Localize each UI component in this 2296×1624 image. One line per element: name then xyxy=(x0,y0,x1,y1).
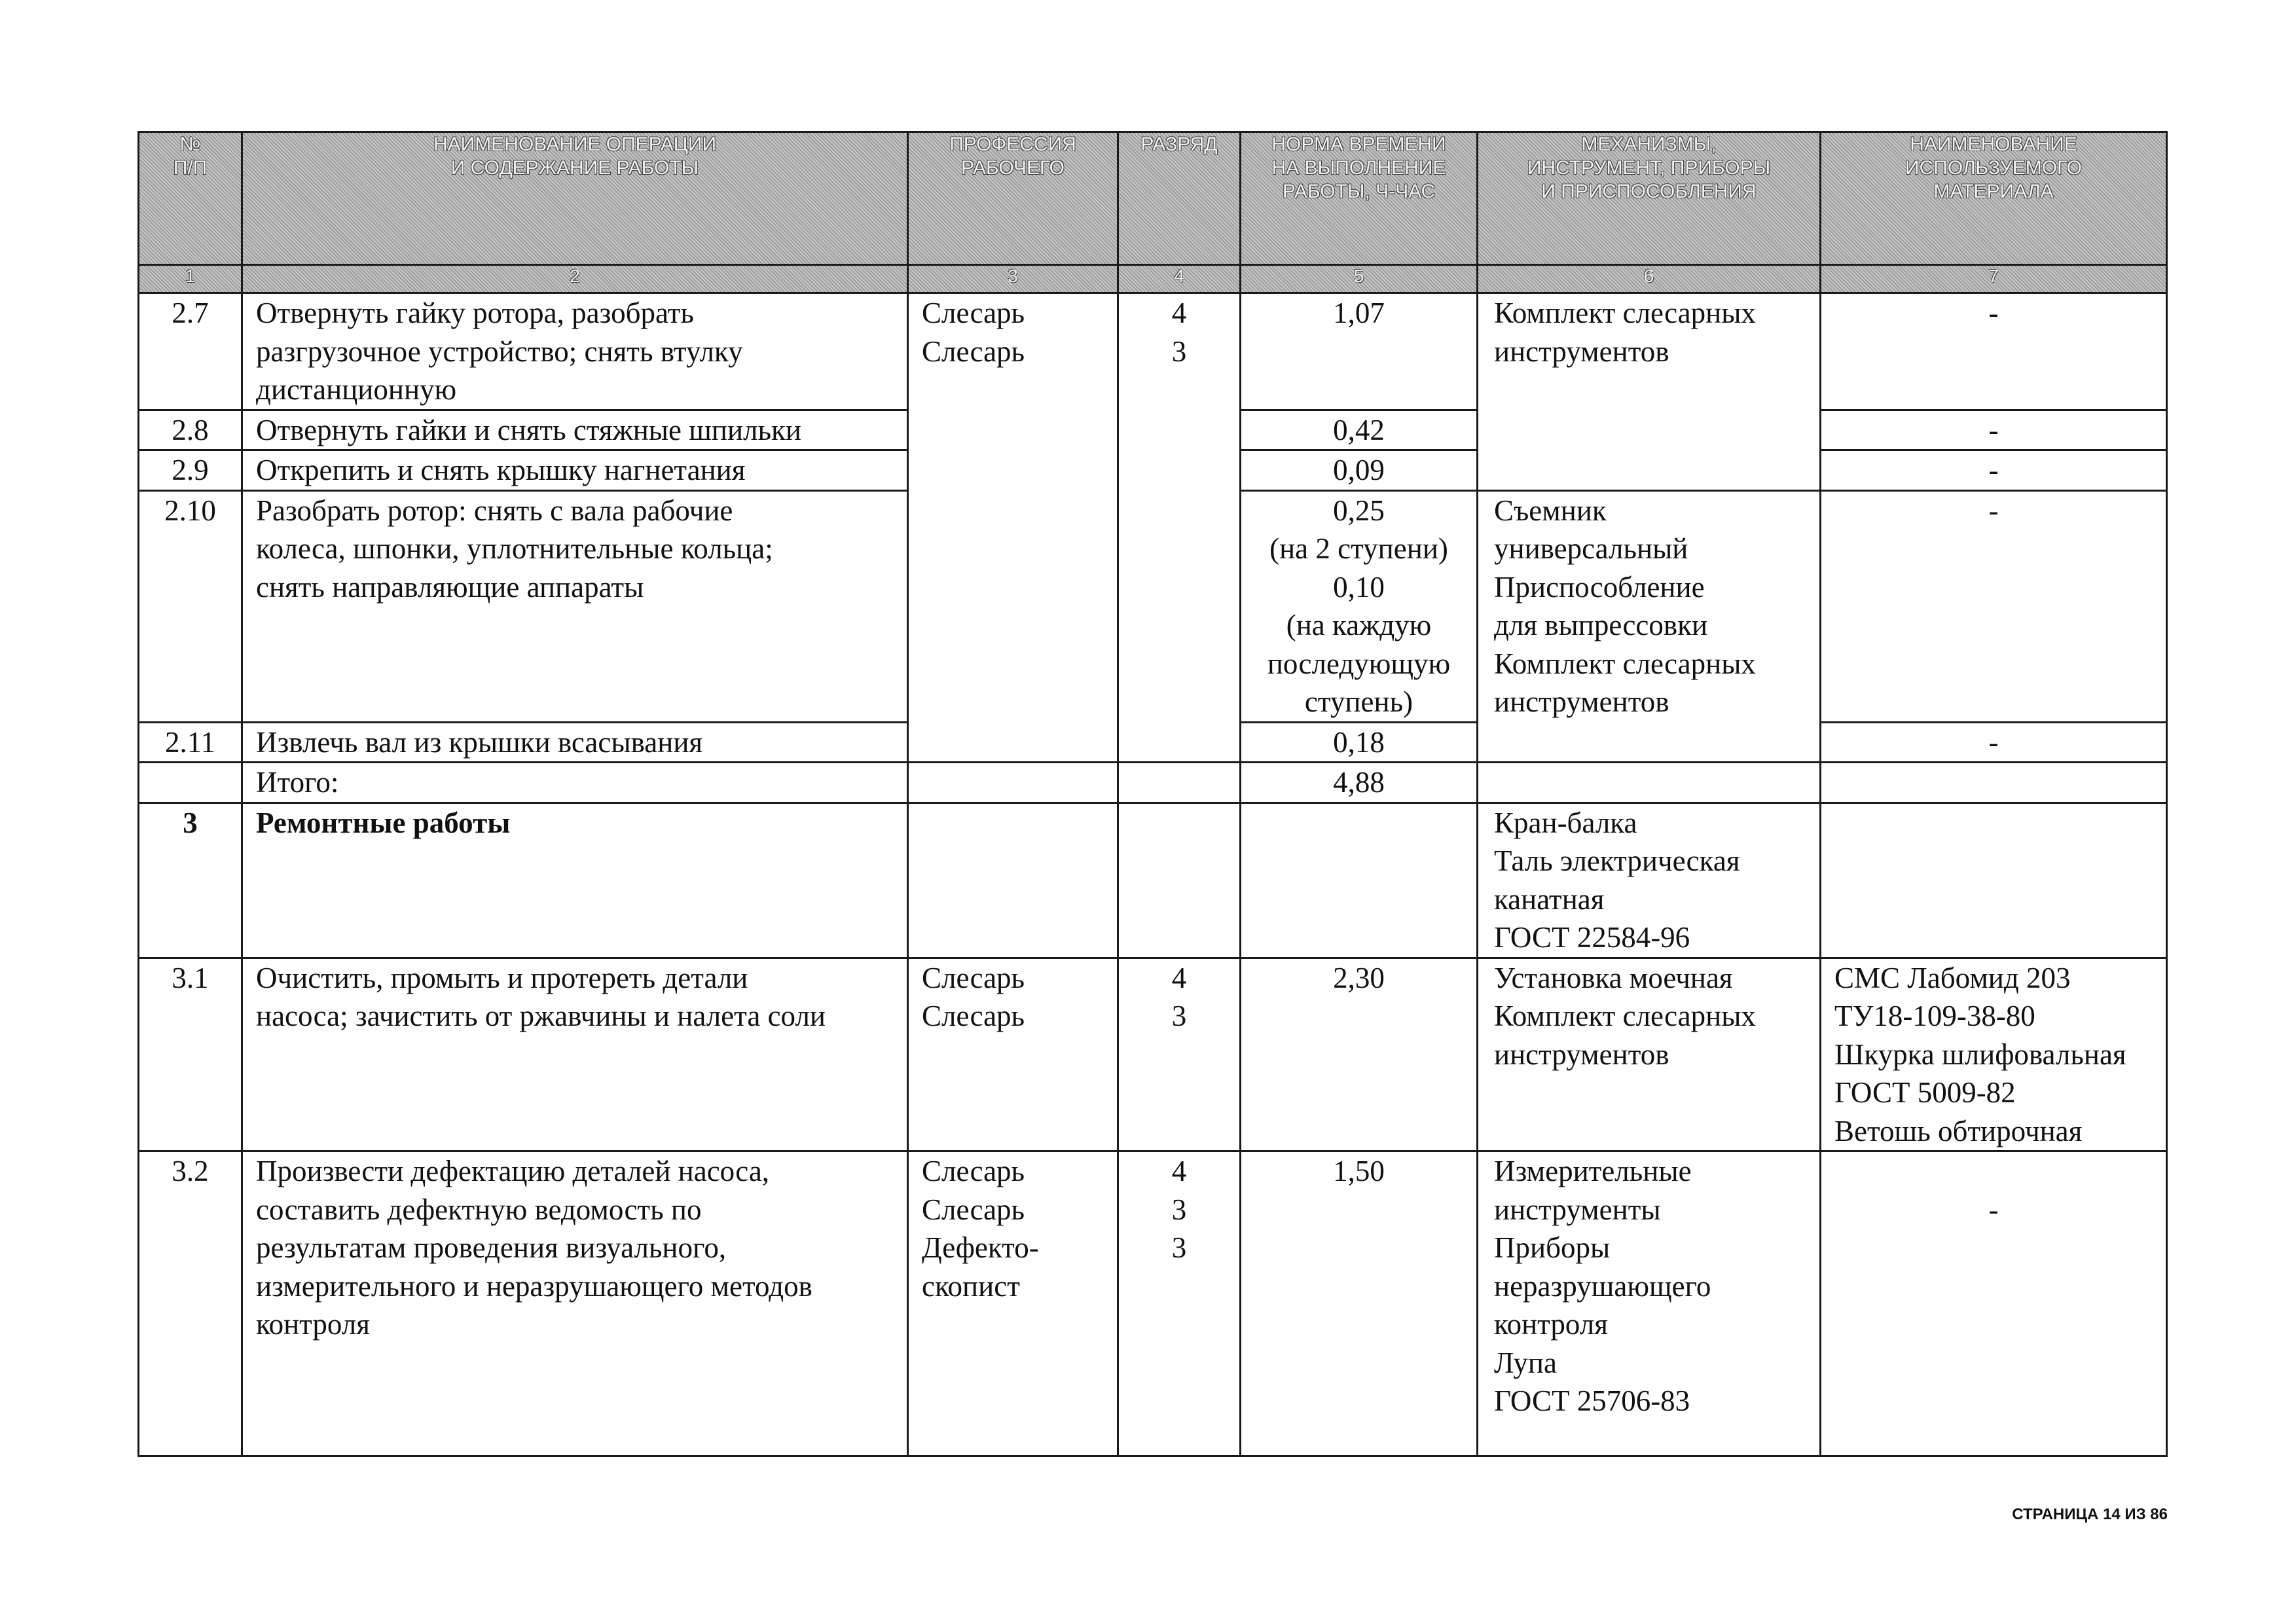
cell-line: измерительного и неразрушающего методов xyxy=(256,1269,812,1303)
material-cell xyxy=(1821,410,2167,450)
cell-line: универсальный xyxy=(1494,532,1688,565)
cell-line: И ПРИСПОСОБЛЕНИЯ xyxy=(1541,181,1757,202)
cell-line: Итого: xyxy=(256,766,339,799)
material-cell xyxy=(1821,722,2167,763)
row-number: 2.9 xyxy=(139,450,242,491)
table-row xyxy=(139,293,2167,410)
cell-line: - xyxy=(1988,297,1999,329)
column-number: 6 xyxy=(1478,265,1821,293)
table-row xyxy=(139,1151,2167,1456)
cell-line: Слесарь xyxy=(922,1193,1025,1226)
cell-line: 0,10 xyxy=(1333,570,1385,604)
cell-line: результатам проведения визуального, xyxy=(256,1231,727,1264)
cell-line: 2,30 xyxy=(1333,961,1385,994)
header-col-grade xyxy=(1118,132,1241,265)
section-title xyxy=(242,803,908,958)
cell-line: Открепить и снять крышку нагнетания xyxy=(256,454,746,486)
cell-line: Дефекто- xyxy=(922,1231,1039,1264)
row-number: 2.11 xyxy=(139,722,242,763)
column-number: 5 xyxy=(1241,265,1478,293)
cell-line: МАТЕРИАЛА xyxy=(1933,181,2054,202)
cell-line: канатная xyxy=(1494,882,1605,916)
cell-line: Слесарь xyxy=(922,334,1025,368)
column-number-row xyxy=(139,265,2167,293)
cell-line: Отвернуть гайки и снять стяжные шпильки xyxy=(256,413,801,446)
tools-cell xyxy=(1478,293,1821,491)
operation-text xyxy=(242,293,908,410)
header-col-operation xyxy=(242,132,908,265)
cell-line: - xyxy=(1988,454,1999,486)
operation-text xyxy=(242,958,908,1151)
tools-cell xyxy=(1478,1151,1821,1456)
operation-text xyxy=(242,410,908,450)
column-number: 7 xyxy=(1821,265,2167,293)
cell-line: инструменты xyxy=(1494,1193,1661,1226)
cell-line: контроля xyxy=(256,1308,370,1341)
cell-line: 0,42 xyxy=(1333,413,1385,446)
cell-line: Произвести дефектацию деталей насоса, xyxy=(256,1155,770,1187)
cell-line: Слесарь xyxy=(922,297,1025,329)
cell-line: МЕХАНИЗМЫ, xyxy=(1581,134,1717,155)
tools-cell xyxy=(1478,490,1821,763)
cell-line: Извлечь вал из крышки всасывания xyxy=(256,725,703,759)
cell-line: 4 xyxy=(1171,961,1187,994)
row-number: 3.2 xyxy=(139,1151,242,1456)
grade-cell xyxy=(1118,1151,1241,1456)
cell-line: инструментов xyxy=(1494,685,1669,718)
cell-line: Измерительные xyxy=(1494,1155,1692,1187)
cell-line: НАИМЕНОВАНИЕ xyxy=(1910,134,2077,155)
cell-line: ступень) xyxy=(1304,685,1413,718)
profession-cell xyxy=(908,293,1118,763)
tools-cell xyxy=(1478,958,1821,1151)
cell-line: снять направляющие аппараты xyxy=(256,570,644,604)
cell-line: инструментов xyxy=(1494,334,1669,368)
time-norm-cell xyxy=(1241,293,1478,410)
cell-line: РАБОТЫ, Ч-ЧАС xyxy=(1282,181,1436,202)
cell-line: Слесарь xyxy=(922,961,1025,994)
row-number: 2.8 xyxy=(139,410,242,450)
cell-line: Ремонтные работы xyxy=(256,806,511,839)
column-number: 3 xyxy=(908,265,1118,293)
cell-line: Ветошь обтирочная xyxy=(1834,1114,2083,1147)
cell-line: 4 xyxy=(1171,297,1187,329)
cell-line: 1,50 xyxy=(1333,1155,1385,1187)
row-number: 2.7 xyxy=(139,293,242,410)
operation-text xyxy=(242,450,908,491)
cell-line: неразрушающего xyxy=(1494,1269,1711,1303)
cell-line: 1,07 xyxy=(1333,297,1385,329)
header-col-profession xyxy=(908,132,1118,265)
cell-line: Отвернуть гайку ротора, разобрать xyxy=(256,297,694,329)
table-header-row xyxy=(139,132,2167,265)
material-cell xyxy=(1821,803,2167,958)
header-col-num xyxy=(139,132,242,265)
header-col-material xyxy=(1821,132,2167,265)
cell-line: для выпрессовки xyxy=(1494,609,1708,641)
profession-cell xyxy=(908,1151,1118,1456)
cell-line: контроля xyxy=(1494,1308,1608,1341)
cell-line: насоса; зачистить от ржавчины и налета соли xyxy=(256,1000,826,1032)
cell-line: Таль электрическая xyxy=(1494,844,1740,877)
cell-line: (на каждую xyxy=(1286,609,1432,641)
operation-text xyxy=(242,1151,908,1456)
time-norm-cell xyxy=(1241,958,1478,1151)
cell-line: ГОСТ 5009-82 xyxy=(1834,1076,2016,1109)
cell-line: Кран-балка xyxy=(1494,806,1637,839)
operation-text xyxy=(242,490,908,722)
cell-line: - xyxy=(1988,413,1999,446)
time-norm-cell xyxy=(1241,722,1478,763)
grade-cell xyxy=(1118,763,1241,803)
cell-line: - xyxy=(1988,1193,1999,1226)
column-number: 1 xyxy=(139,265,242,293)
material-cell xyxy=(1821,763,2167,803)
tools-cell xyxy=(1478,803,1821,958)
total-label xyxy=(242,763,908,803)
profession-cell xyxy=(908,763,1118,803)
cell-line: Шкурка шлифовальная xyxy=(1834,1038,2126,1071)
row-number xyxy=(139,763,242,803)
header-col-time-norm xyxy=(1241,132,1478,265)
cell-line: НА ВЫПОЛНЕНИЕ xyxy=(1271,157,1446,179)
cell-line: РАБОЧЕГО xyxy=(961,157,1065,179)
operation-text xyxy=(242,722,908,763)
row-number: 3.1 xyxy=(139,958,242,1151)
material-cell xyxy=(1821,293,2167,410)
column-number: 4 xyxy=(1118,265,1241,293)
cell-line: 0,25 xyxy=(1333,494,1385,527)
cell-line: колеса, шпонки, уплотнительные кольца; xyxy=(256,532,773,565)
time-norm-cell xyxy=(1241,1151,1478,1456)
cell-line: Комплект слесарных xyxy=(1494,297,1756,329)
time-norm-cell xyxy=(1241,410,1478,450)
material-cell xyxy=(1821,490,2167,722)
cell-line: 3 xyxy=(1171,334,1187,368)
cell-line: НОРМА ВРЕМЕНИ xyxy=(1271,134,1446,155)
grade-cell xyxy=(1118,803,1241,958)
cell-line: 3 xyxy=(1171,1000,1187,1032)
cell-line: ГОСТ 22584-96 xyxy=(1494,921,1690,954)
material-cell xyxy=(1821,958,2167,1151)
row-number: 3 xyxy=(139,803,242,958)
cell-line: 0,09 xyxy=(1333,454,1385,486)
cell-line: ИСПОЛЬЗУЕМОГО xyxy=(1905,157,2082,179)
cell-line: И СОДЕРЖАНИЕ РАБОТЫ xyxy=(450,157,699,179)
cell-line: ПРОФЕССИЯ xyxy=(949,134,1076,155)
cell-line: Слесарь xyxy=(922,1000,1025,1032)
cell-line: Приборы xyxy=(1494,1231,1611,1264)
cell-line: (на 2 ступени) xyxy=(1269,532,1448,565)
material-cell xyxy=(1821,450,2167,491)
cell-line: РАЗРЯД xyxy=(1140,134,1218,155)
cell-line: ИНСТРУМЕНТ, ПРИБОРЫ xyxy=(1527,157,1771,179)
cell-line: ГОСТ 25706-83 xyxy=(1494,1384,1690,1417)
cell-line xyxy=(1821,1152,2166,1191)
cell-line: составить дефектную ведомость по xyxy=(256,1193,702,1226)
cell-line: 3 xyxy=(1171,1231,1187,1264)
table-row xyxy=(139,958,2167,1151)
total-row xyxy=(139,763,2167,803)
grade-cell xyxy=(1118,293,1241,763)
total-time xyxy=(1241,763,1478,803)
cell-line: инструментов xyxy=(1494,1038,1669,1071)
cell-line: Приспособление xyxy=(1494,570,1705,604)
cell-line: П/П xyxy=(173,157,208,179)
cell-line: Слесарь xyxy=(922,1155,1025,1187)
time-norm-cell xyxy=(1241,803,1478,958)
cell-line: Комплект слесарных xyxy=(1494,647,1756,680)
cell-line: 0,18 xyxy=(1333,725,1385,759)
cell-line: Съемник xyxy=(1494,494,1607,527)
operations-table xyxy=(137,131,2168,1457)
cell-line: Установка моечная xyxy=(1494,961,1733,994)
cell-line: № xyxy=(179,134,201,155)
time-norm-cell xyxy=(1241,450,1478,491)
cell-line: Комплект слесарных xyxy=(1494,1000,1756,1032)
profession-cell xyxy=(908,958,1118,1151)
cell-line: 4 xyxy=(1171,1155,1187,1187)
grade-cell xyxy=(1118,958,1241,1151)
row-number: 2.10 xyxy=(139,490,242,722)
tools-cell xyxy=(1478,763,1821,803)
cell-line: Лупа xyxy=(1494,1346,1557,1379)
column-number: 2 xyxy=(242,265,908,293)
cell-line: 4,88 xyxy=(1333,766,1385,799)
cell-line: НАИМЕНОВАНИЕ ОПЕРАЦИИ xyxy=(433,134,717,155)
cell-line: ТУ18-109-38-80 xyxy=(1834,1000,2035,1032)
cell-line: последующую xyxy=(1267,647,1451,680)
page-number: СТРАНИЦА 14 ИЗ 86 xyxy=(2012,1506,2168,1523)
cell-line: скопист xyxy=(922,1269,1020,1303)
cell-line: дистанционную xyxy=(256,373,457,406)
cell-line: - xyxy=(1988,725,1999,759)
material-cell xyxy=(1821,1151,2167,1456)
cell-line: 3 xyxy=(1171,1193,1187,1226)
header-col-tools xyxy=(1478,132,1821,265)
profession-cell xyxy=(908,803,1118,958)
cell-line: Очистить, промыть и протереть детали xyxy=(256,961,748,994)
cell-line: - xyxy=(1988,494,1999,527)
cell-line: разгрузочное устройство; снять втулку xyxy=(256,334,743,368)
section-row xyxy=(139,803,2167,958)
cell-line: СМС Лабомид 203 xyxy=(1834,961,2071,994)
time-norm-cell xyxy=(1241,490,1478,722)
cell-line: Разобрать ротор: снять с вала рабочие xyxy=(256,494,733,527)
